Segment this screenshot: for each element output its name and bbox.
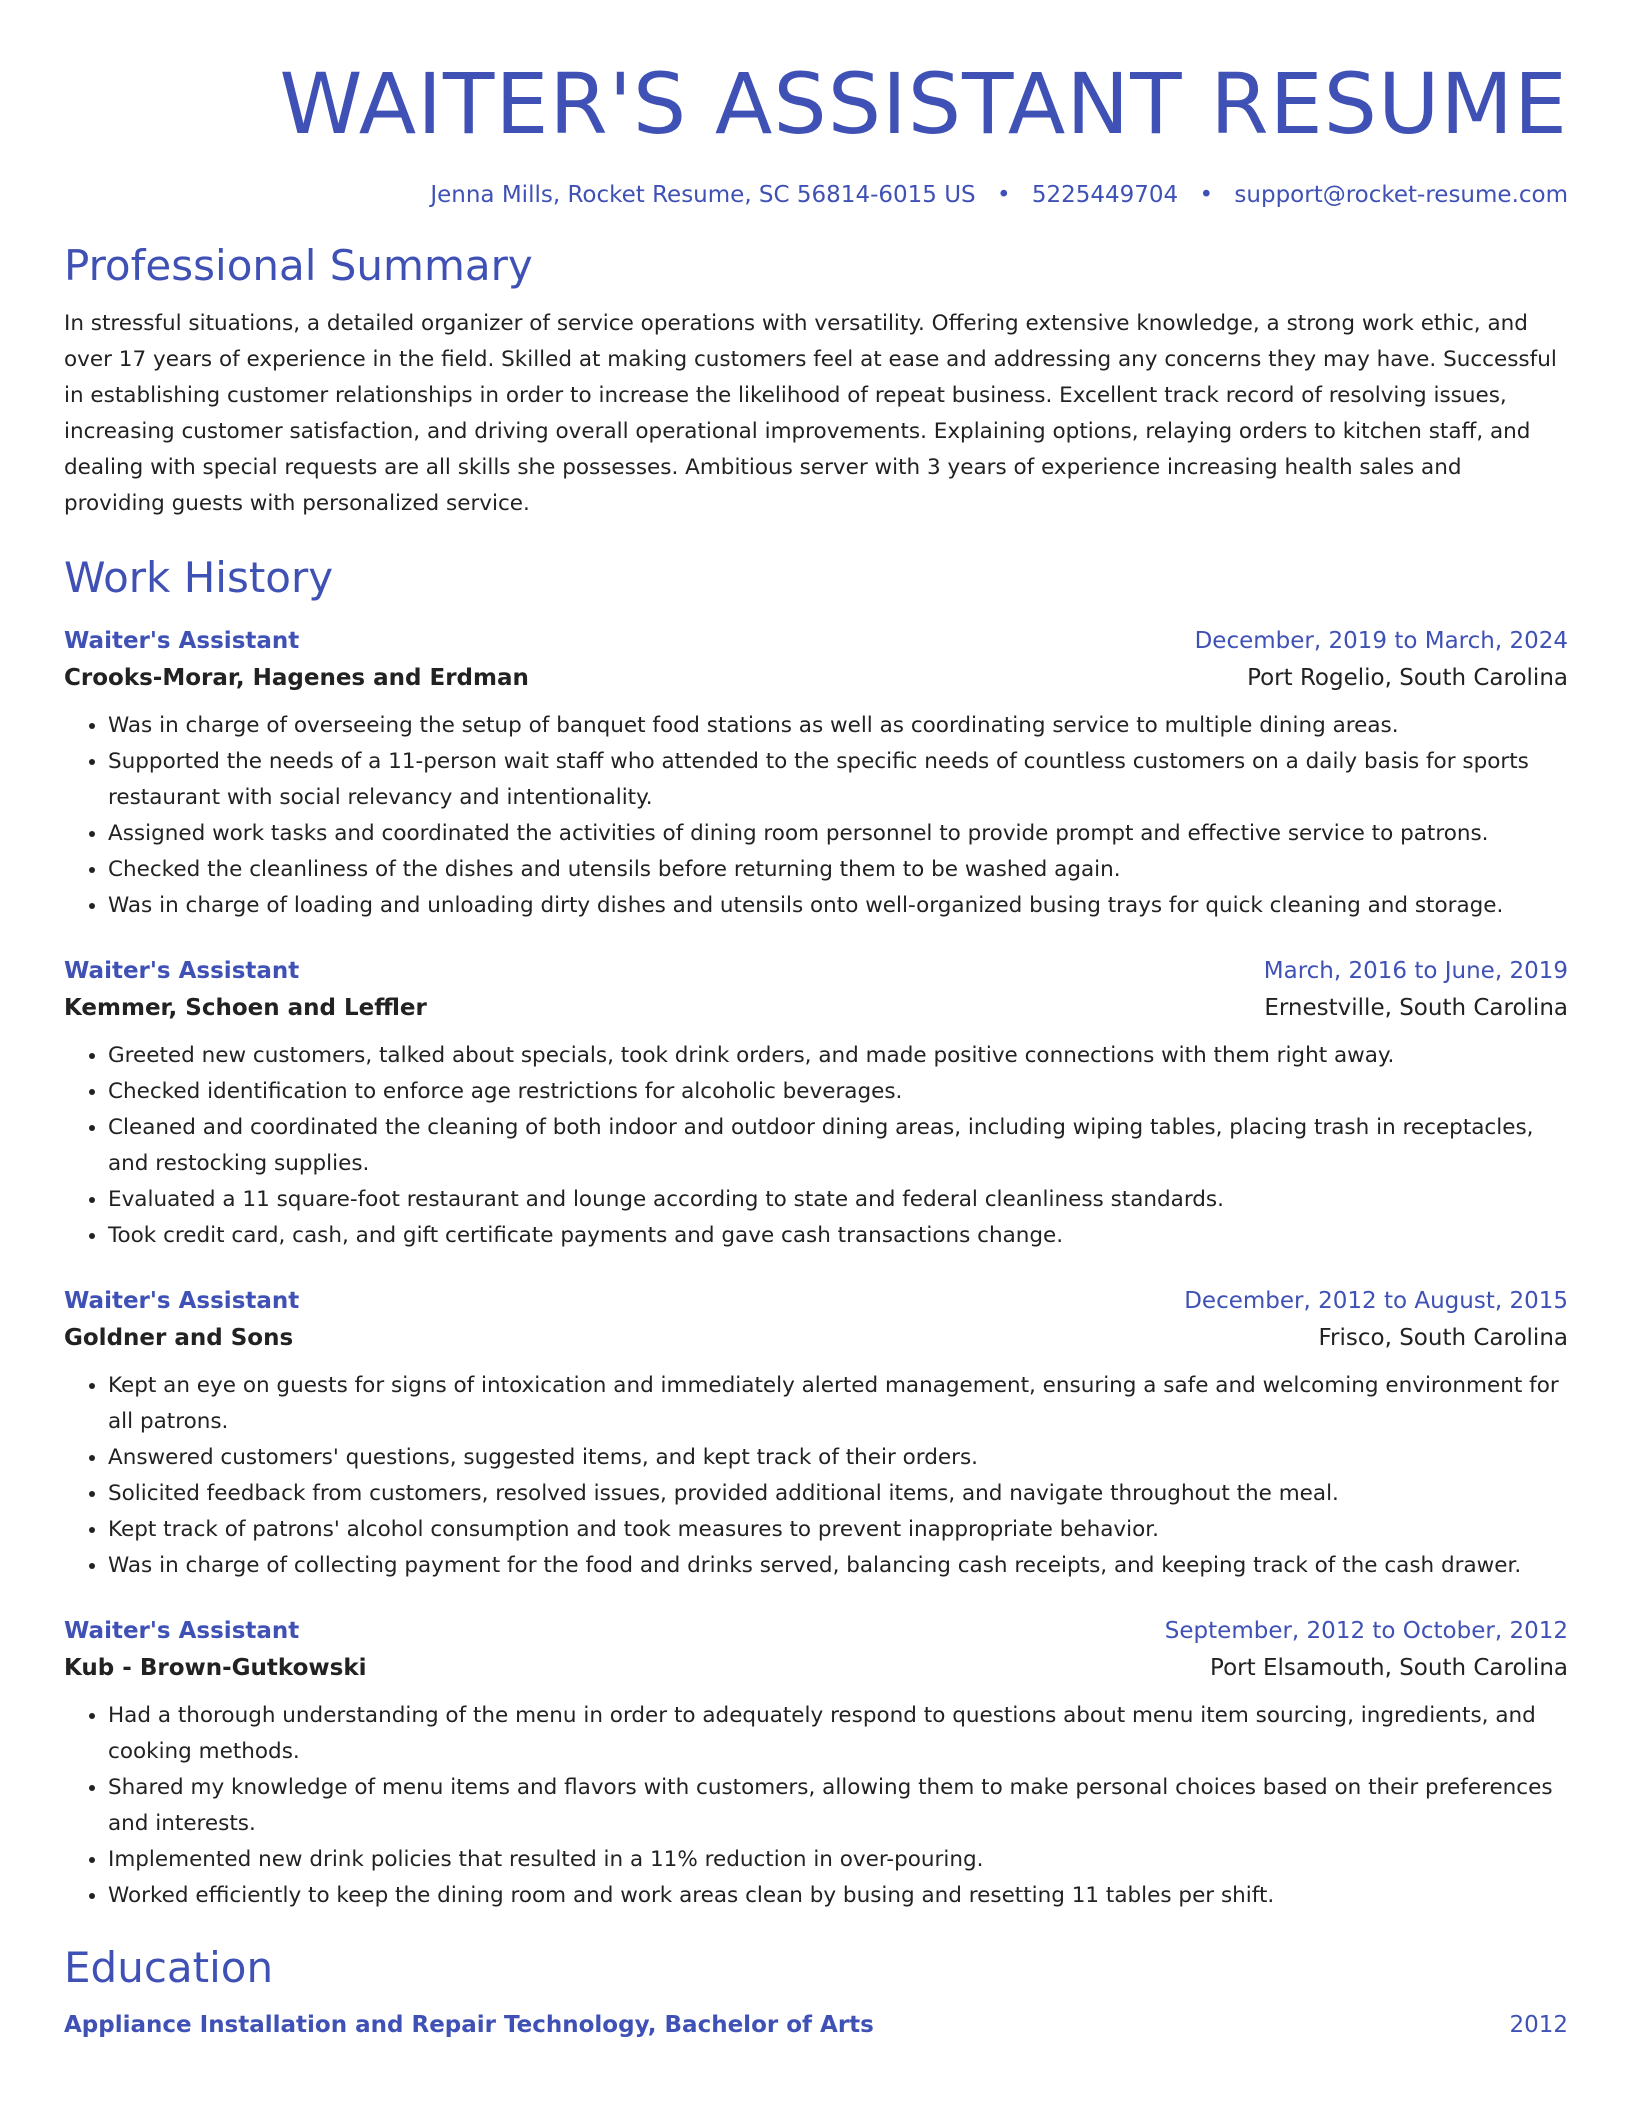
education-section: [64, 1942, 1568, 2042]
job-bullet: • Checked identification to enforce age restrictions for alcoholic beverages.: [108, 1074, 1568, 1110]
job-bullet: • Took credit card, cash, and gift certificate payments and gave cash transactions change.: [108, 1218, 1568, 1254]
job-bullet: • Worked efficiently to keep the dining room and work areas clean by busing and resetting 11 tables per shift.: [108, 1878, 1568, 1914]
job-bullet: • Had a thorough understanding of the menu in order to adequately respond to questions about menu item sourcing, ingredients, and cooking methods.: [108, 1698, 1568, 1770]
resume-title: WAITER'S ASSISTANT RESUME: [279, 55, 1568, 153]
job-bullets: [64, 1368, 1568, 1584]
contact-address: Jenna Mills, Rocket Resume, SC 56814-6015 US: [430, 182, 976, 208]
job-bullet: • Answered customers' questions, suggested items, and kept track of their orders.: [108, 1440, 1568, 1476]
job-dates: March, 2016 to June, 2019: [1263, 958, 1568, 984]
education-heading: Education: [64, 1943, 274, 1992]
job-company: Crooks-Morar, Hagenes and Erdman: [64, 665, 529, 691]
contact-line: [64, 180, 1568, 210]
work-history-section: [64, 552, 1568, 1914]
job-bullets: [64, 708, 1568, 924]
job-dates: December, 2012 to August, 2015: [1184, 1288, 1568, 1314]
job-bullet: • Evaluated a 11 square-foot restaurant and lounge according to state and federal cleanliness standards.: [108, 1182, 1568, 1218]
job-location: Ernestville, South Carolina: [1264, 995, 1568, 1021]
job-bullets: [64, 1038, 1568, 1254]
contact-separator: •: [1199, 182, 1214, 208]
job-entry: [64, 954, 1568, 1254]
job-company: Kub - Brown-Gutkowski: [64, 1655, 367, 1681]
job-bullet: • Kept track of patrons' alcohol consumption and took measures to prevent inappropriate behavior.: [108, 1512, 1568, 1548]
summary-text: In stressful situations, a detailed organizer of service operations with versatility. Offering extensive knowledge, a strong work ethic, and over 17 years of experience in the field. Skilled at making customers feel at ease and addressing any concerns they may have. Successful in establishing customer relationships in order to increase the likelihood of repeat business. Excellent track record of resolving issues, increasing customer satisfaction, and driving overall operational improvements. Explaining options, relaying orders to kitchen staff, and dealing with special requests are all skills she possesses. Ambitious server with 3 years of experience increasing health sales and providing guests with personalized service.: [64, 311, 1557, 516]
summary-heading: Professional Summary: [64, 241, 533, 290]
job-bullet: • Greeted new customers, talked about specials, took drink orders, and made positive connections with them right away.: [108, 1038, 1568, 1074]
job-bullet: • Implemented new drink policies that resulted in a 11% reduction in over-pouring.: [108, 1842, 1568, 1878]
contact-email: support@rocket-resume.com: [1234, 182, 1568, 208]
job-bullet: • Assigned work tasks and coordinated the activities of dining room personnel to provide prompt and effective service to patrons.: [108, 816, 1568, 852]
resume-header: [64, 0, 1568, 210]
job-bullet: • Cleaned and coordinated the cleaning of both indoor and outdoor dining areas, including wiping tables, placing trash in receptacles, and restocking supplies.: [108, 1110, 1568, 1182]
job-title: Waiter's Assistant: [64, 628, 300, 654]
job-bullet: • Checked the cleanliness of the dishes and utensils before returning them to be washed again.: [108, 852, 1568, 888]
professional-summary-section: [64, 240, 1568, 522]
job-dates: September, 2012 to October, 2012: [1164, 1618, 1568, 1644]
job-dates: December, 2019 to March, 2024: [1194, 628, 1568, 654]
job-bullet: • Was in charge of overseeing the setup of banquet food stations as well as coordinating service to multiple dining areas.: [108, 708, 1568, 744]
job-entry: [64, 624, 1568, 924]
education-degree: Appliance Installation and Repair Technology, Bachelor of Arts: [64, 2012, 874, 2038]
job-location: Frisco, South Carolina: [1318, 1325, 1568, 1351]
contact-phone: 5225449704: [1031, 182, 1179, 208]
resume-page: [64, 0, 1568, 2042]
job-bullets: [64, 1698, 1568, 1914]
job-bullet: • Solicited feedback from customers, resolved issues, provided additional items, and navigate throughout the meal.: [108, 1476, 1568, 1512]
job-company: Kemmer, Schoen and Leffler: [64, 995, 427, 1021]
job-bullet: • Was in charge of collecting payment for the food and drinks served, balancing cash receipts, and keeping track of the cash drawer.: [108, 1548, 1568, 1584]
contact-separator: •: [996, 182, 1011, 208]
job-title: Waiter's Assistant: [64, 1618, 300, 1644]
education-year: 2012: [1509, 2012, 1568, 2038]
job-location: Port Elsamouth, South Carolina: [1210, 1655, 1568, 1681]
job-entry: [64, 1614, 1568, 1914]
work-history-heading: Work History: [64, 553, 334, 602]
job-title: Waiter's Assistant: [64, 1288, 300, 1314]
job-bullet: • Was in charge of loading and unloading dirty dishes and utensils onto well-organized busing trays for quick cleaning and storage.: [108, 888, 1568, 924]
job-bullet: • Kept an eye on guests for signs of intoxication and immediately alerted management, ensuring a safe and welcoming environment for all patrons.: [108, 1368, 1568, 1440]
job-company: Goldner and Sons: [64, 1325, 294, 1351]
job-bullet: • Shared my knowledge of menu items and flavors with customers, allowing them to make personal choices based on their preferences and interests.: [108, 1770, 1568, 1842]
job-title: Waiter's Assistant: [64, 958, 300, 984]
job-entry: [64, 1284, 1568, 1584]
job-bullet: • Supported the needs of a 11-person wait staff who attended to the specific needs of countless customers on a daily basis for sports restaurant with social relevancy and intentionality.: [108, 744, 1568, 816]
job-location: Port Rogelio, South Carolina: [1247, 665, 1568, 691]
